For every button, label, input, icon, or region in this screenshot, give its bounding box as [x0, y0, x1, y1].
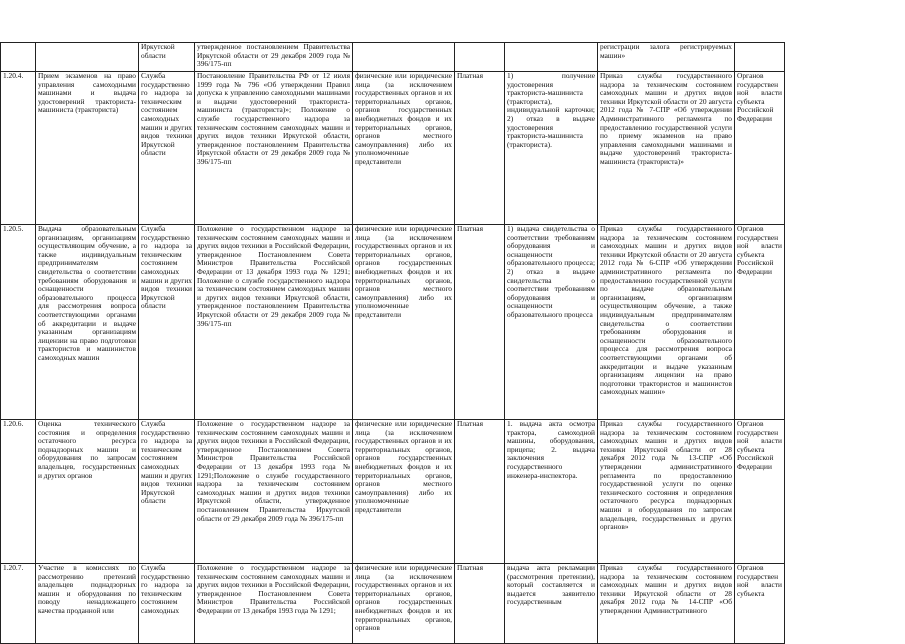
fee-status: Платная — [455, 564, 505, 644]
services-table — [0, 42, 785, 644]
legal-basis: Положение о государственном надзоре за техническим состоянием самоходных машин и других видов техники в Российской Федерации, утвержденное Постановлением Совета Министров Правительства Российской Федерации от 13 декабря 1993 года № 1291; — [195, 564, 353, 644]
responsible-organ: Служба государственного надзора за техническим состоянием самоходных машин и других видов техники Иркутской области — [139, 72, 195, 225]
approving-authority: Органов государственной власти субъекта — [735, 564, 785, 644]
table-row — [1, 564, 785, 644]
service-result: 1) выдача свидетельства о соответствии требованиям оборудования и оснащенности образовательного процесса; 2) отказ в выдаче свидетельства о соответствии требованиям оборудования и оснащенности образовательного процесса — [505, 225, 598, 420]
table-row — [1, 225, 785, 420]
legal-basis: Постановление Правительства РФ от 12 июля 1999 года № 796 «Об утверждении Правил допуска к управлению самоходными машинами и выдачи удостоверений тракториста-машиниста (тракториста)»; Положение о службе государственного надзора за техническим состоянием самоходных машин и других видов техники Иркутской области, утвержденное постановлением Правительства Иркутской области от 29 декабря 2009 года № 396/175-пп — [195, 72, 353, 225]
applicant-category: физические или юридические лица (за исключением государственных органов и их территориальных органов, органов государственных внебюджетных фондов и их территориальных органов, органов — [353, 564, 455, 644]
row-number: 1.20.4. — [1, 72, 36, 225]
fee-status: Платная — [455, 225, 505, 420]
row-number — [1, 43, 36, 72]
legal-basis: Положение о государственном надзоре за техническим состоянием самоходных машин и других видов техники в Российской Федерации, утвержденное Постановлением Совета Министров Правительства Российской Федерации от 13 декабря 1993 года № 1291; Положение о службе государственного надзора за техническим состоянием самоходных машин и других видов техники Иркутской области, утвержденное постановлением Правительства Иркутской области от 29 декабря 2009 года № 396/175-пп — [195, 225, 353, 420]
row-number: 1.20.6. — [1, 420, 36, 564]
service-name: Прием экзаменов на право управления самоходными машинами и выдача удостоверений тракториста-машиниста (тракториста) — [36, 72, 139, 225]
applicant-category — [353, 43, 455, 72]
applicant-category: физические или юридические лица (за исключением государственных органов и их территориальных органов, органов государственных внебюджетных фондов и их территориальных органов, органов местного самоуправления) либо их уполномоченные представители — [353, 420, 455, 564]
service-result: 1) получение удостоверения тракториста-машиниста (тракториста), индивидуальной карточки; 2) отказ в выдаче удостоверения тракториста-машиниста (тракториста). — [505, 72, 598, 225]
table-row — [1, 72, 785, 225]
service-result — [505, 43, 598, 72]
service-result: выдача акта рекламации (рассмотрения претензии), который составляется и выдается заявителю государственным — [505, 564, 598, 644]
legal-basis: утвержденное постановлением Правительства Иркутской области от 29 декабря 2009 года № 396/175-пп — [195, 43, 353, 72]
regulation-document: Приказ службы государственного надзора за техническим состоянием самоходных машин и других видов техники Иркутской области от 28 декабря 2012 года № 13-СПР «Об утверждении административного регламента по предоставлению государственной услуги по оценке технического состояния и определения остаточного ресурса поднадзорных машин и оборудования по запросам владельцев, государственных и других органов» — [598, 420, 735, 564]
applicant-category: физические или юридические лица (за исключением государственных органов и их территориальных органов, органов государственных внебюджетных фондов и их территориальных органов, органов местного самоуправления) либо их уполномоченные представители — [353, 72, 455, 225]
approving-authority — [735, 43, 785, 72]
table-row — [1, 43, 785, 72]
service-name — [36, 43, 139, 72]
regulation-document: Приказ службы государственного надзора за техническим состоянием самоходных машин и других видов техники Иркутской области от 20 августа 2012 года № 7-СПР «Об утверждении Административного регламента по предоставлению государственной услуги по приему экзаменов на право управления самоходными машинами и выдаче удостоверений тракториста-машиниста (тракториста)» — [598, 72, 735, 225]
applicant-category: физические или юридические лица (за исключением государственных органов и их территориальных органов, органов государственных внебюджетных фондов и их территориальных органов, органов местного самоуправления) либо их уполномоченные представители — [353, 225, 455, 420]
approving-authority: Органов государственной власти субъекта Российской Федерации — [735, 72, 785, 225]
table-body — [1, 43, 785, 644]
fee-status: Платная — [455, 72, 505, 225]
service-name: Оценка технического состояния и определения остаточного ресурса поднадзорных машин и оборудования по запросам владельцев, государственных и других органов — [36, 420, 139, 564]
fee-status: Платная — [455, 420, 505, 564]
service-name: Выдача образовательным организациям, организациям осуществляющим обучение, а также индивидуальным предпринимателям свидетельства о соответствии требованиям оборудования и оснащенности образовательного процесса для рассмотрения вопроса соответствующими органами об аккредитации и выдаче указанным организациям лицензии на право подготовки трактористов и машинистов самоходных машин — [36, 225, 139, 420]
service-result: 1. выдача акта осмотра трактора, самоходной машины, оборудования, прицепа; 2. выдача заключения государственного инженера-инспектора. — [505, 420, 598, 564]
fee-status — [455, 43, 505, 72]
approving-authority: Органов государственной власти субъекта Российской Федерации — [735, 225, 785, 420]
legal-basis: Положение о государственном надзоре за техническим состоянием самоходных машин и других видов техники в Российской Федерации, утвержденное Постановлением Совета Министров Правительства Российской Федерации от 13 декабря 1993 года № 1291;Положение о службе государственного надзора за техническим состоянием самоходных машин и других видов техники Иркутской области, утвержденное постановлением Правительства Иркутской области от 29 декабря 2009 года № 396/175-пп — [195, 420, 353, 564]
row-number: 1.20.7. — [1, 564, 36, 644]
responsible-organ: Иркутской области — [139, 43, 195, 72]
regulation-document: Приказ службы государственного надзора за техническим состоянием самоходных машин и других видов техники Иркутской области от 28 декабря 2012 года № 14-СПР «Об утверждении Административного — [598, 564, 735, 644]
responsible-organ: Служба государственного надзора за техническим состоянием самоходных машин и других видов техники Иркутской области — [139, 225, 195, 420]
service-name: Участие в комиссиях по рассмотрению претензий владельцев поднадзорных машин и оборудования по поводу ненадлежащего качества проданной или — [36, 564, 139, 644]
approving-authority: Органов государственной власти субъекта Российской Федерации — [735, 420, 785, 564]
table-row — [1, 420, 785, 564]
row-number: 1.20.5. — [1, 225, 36, 420]
regulation-document: Приказ службы государственного надзора за техническим состоянием самоходных машин и других видов техники Иркутской области от 20 августа 2012 года № 6-СПР «Об утверждении административного регламента по предоставлению государственной услуги по выдаче образовательным организациям, организациям осуществляющим обучение, а также индивидуальным предпринимателям свидетельства о соответствии требованиям оборудования и оснащенности образовательного процесса для рассмотрения вопроса соответствующими органами об аккредитации и выдаче указанным организациям лицензии на право подготовки трактористов и машинистов самоходных машин» — [598, 225, 735, 420]
responsible-organ: Служба государственного надзора за техническим состоянием самоходных машин и других видов техники Иркутской области — [139, 420, 195, 564]
responsible-organ: Служба государственного надзора за техническим состоянием самоходных — [139, 564, 195, 644]
regulation-document: регистрации залога регистрируемых машин» — [598, 43, 735, 72]
